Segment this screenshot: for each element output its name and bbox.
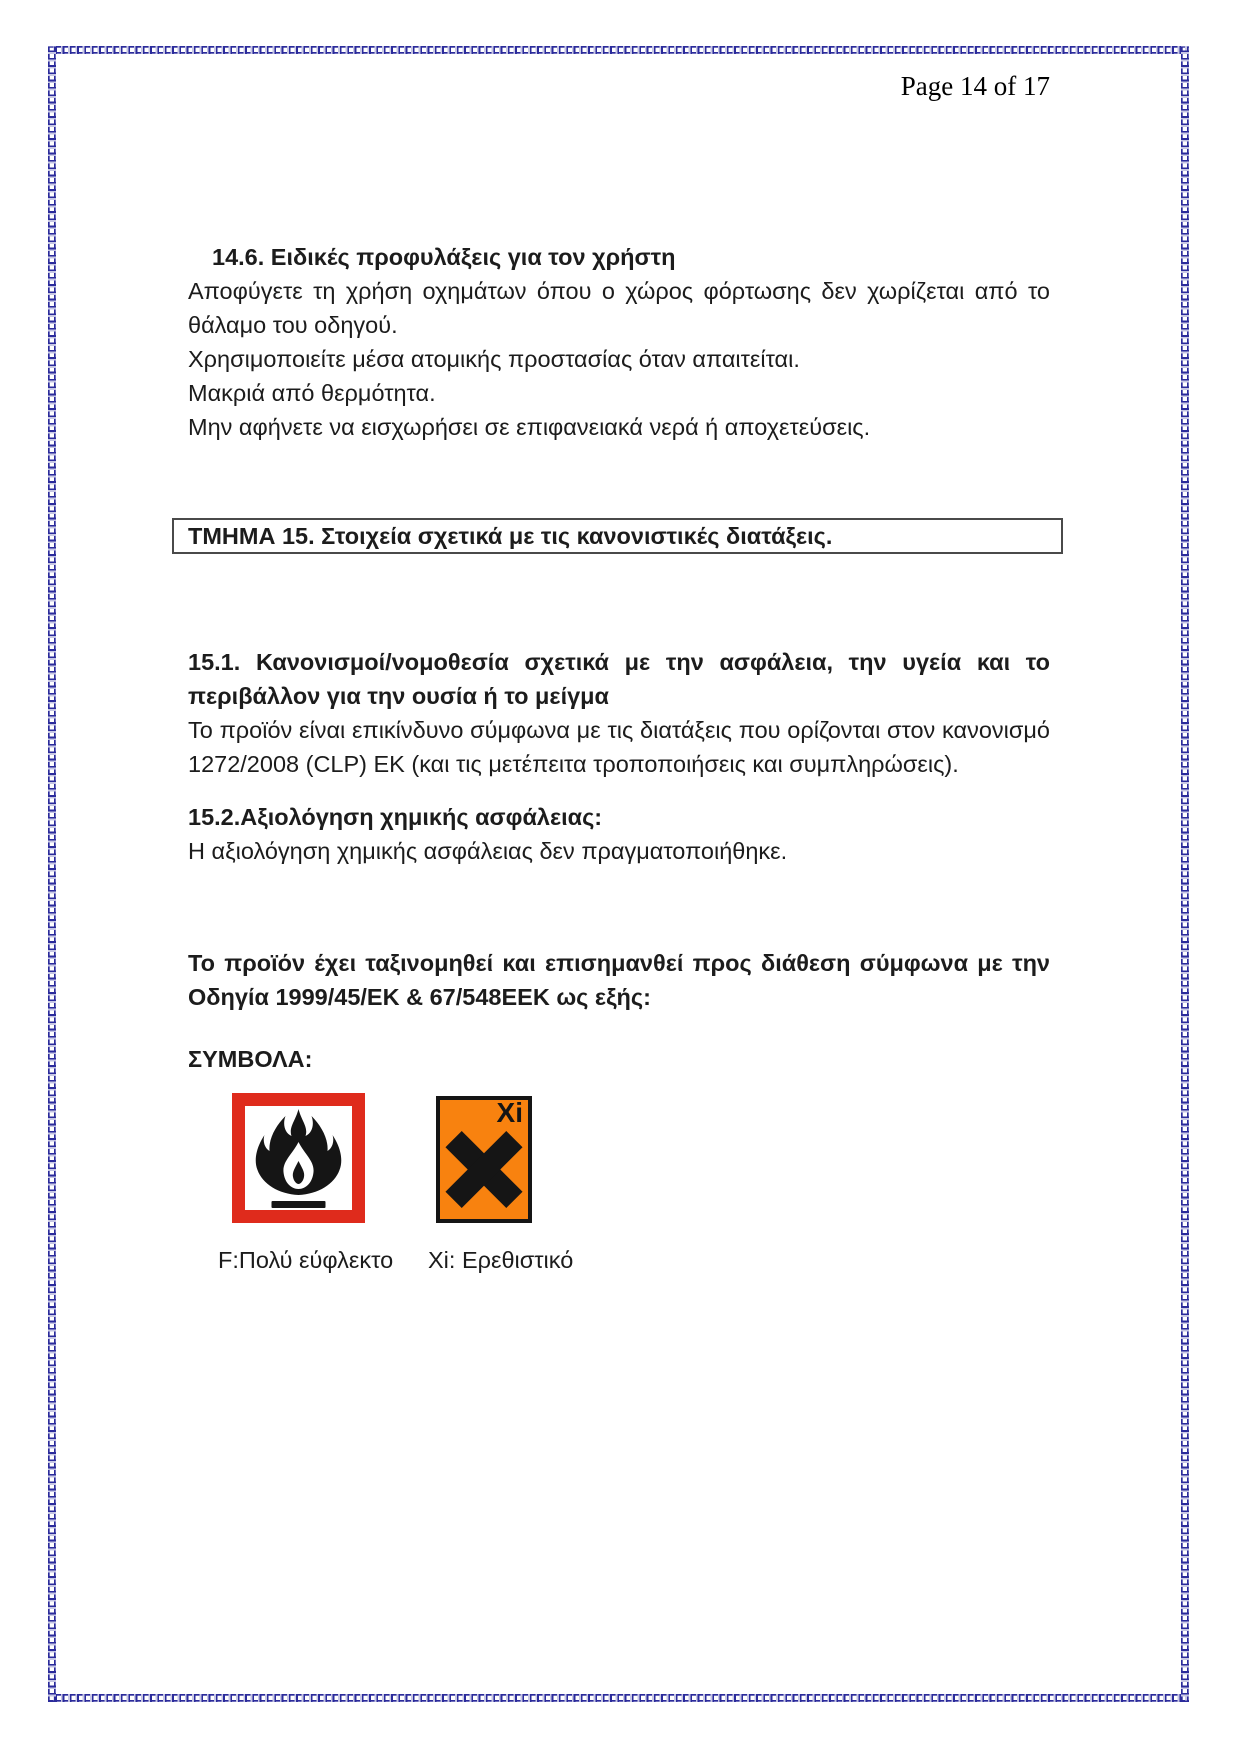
page-border-top — [48, 46, 1189, 54]
xi-badge: Xi — [496, 1097, 523, 1128]
page-border-left — [48, 46, 56, 1702]
section-15-title-box — [172, 518, 1063, 554]
irritant-label: Xi: Ερεθιστικό — [428, 1247, 574, 1273]
section-15-1-body: Το προϊόν είναι επικίνδυνο σύμφωνα με τις διατάξεις που ορίζονται στον κανονισμό 1272/2008 (CLP) ΕΚ (και τις μετέπειτα τροποποιήσεις και συμπληρώσεις). — [188, 717, 1050, 777]
section-15-2-body: Η αξιολόγηση χημικής ασφάλειας δεν πραγματοποιήθηκε. — [188, 838, 788, 864]
section-15-1-heading: 15.1. Κανονισμοί/νομοθεσία σχετικά με την ασφάλεια, την υγεία και το περιβάλλον για την ουσία ή το μείγμα — [188, 649, 1050, 709]
irritant-icon — [436, 1096, 532, 1223]
flame-glyph — [245, 1106, 352, 1210]
section-14-6-paragraph: Μακριά από θερμότητα. — [188, 380, 436, 406]
section-14-6-heading: 14.6. Ειδικές προφυλάξεις για τον χρήστη — [212, 244, 676, 270]
page-border-right — [1181, 46, 1189, 1702]
section-14-6-paragraph: Μην αφήνετε να εισχωρήσει σε επιφανειακά νερά ή αποχετεύσεις. — [188, 414, 871, 440]
section-14-6-paragraph: Χρησιμοποιείτε μέσα ατομικής προστασίας όταν απαιτείται. — [188, 346, 800, 372]
flame-baseline-bar — [272, 1201, 326, 1208]
section-14-6-paragraph: Αποφύγετε τη χρήση οχημάτων όπου ο χώρος φόρτωσης δεν χωρίζεται από το θάλαμο του οδηγού. — [188, 278, 1050, 338]
section-15-title: ΤΜΗΜΑ 15. Στοιχεία σχετικά με τις κανονιστικές διατάξεις. — [188, 522, 833, 549]
section-15-2-heading: 15.2.Αξιολόγηση χημικής ασφάλειας: — [188, 804, 603, 830]
page-border-bottom — [48, 1694, 1189, 1702]
flammable-icon — [232, 1093, 365, 1223]
page-number: Page 14 of 17 — [900, 71, 1050, 101]
classification-paragraph: Το προϊόν έχει ταξινομηθεί και επισημανθεί προς διάθεση σύμφωνα με την Οδηγία 1999/45/ΕΚ & 67/548ΕΕΚ ως εξής: — [188, 950, 1050, 1010]
flammable-label: F:Πολύ εύφλεκτο — [218, 1247, 394, 1273]
symbols-heading: ΣΥΜΒΟΛΑ: — [188, 1046, 313, 1072]
